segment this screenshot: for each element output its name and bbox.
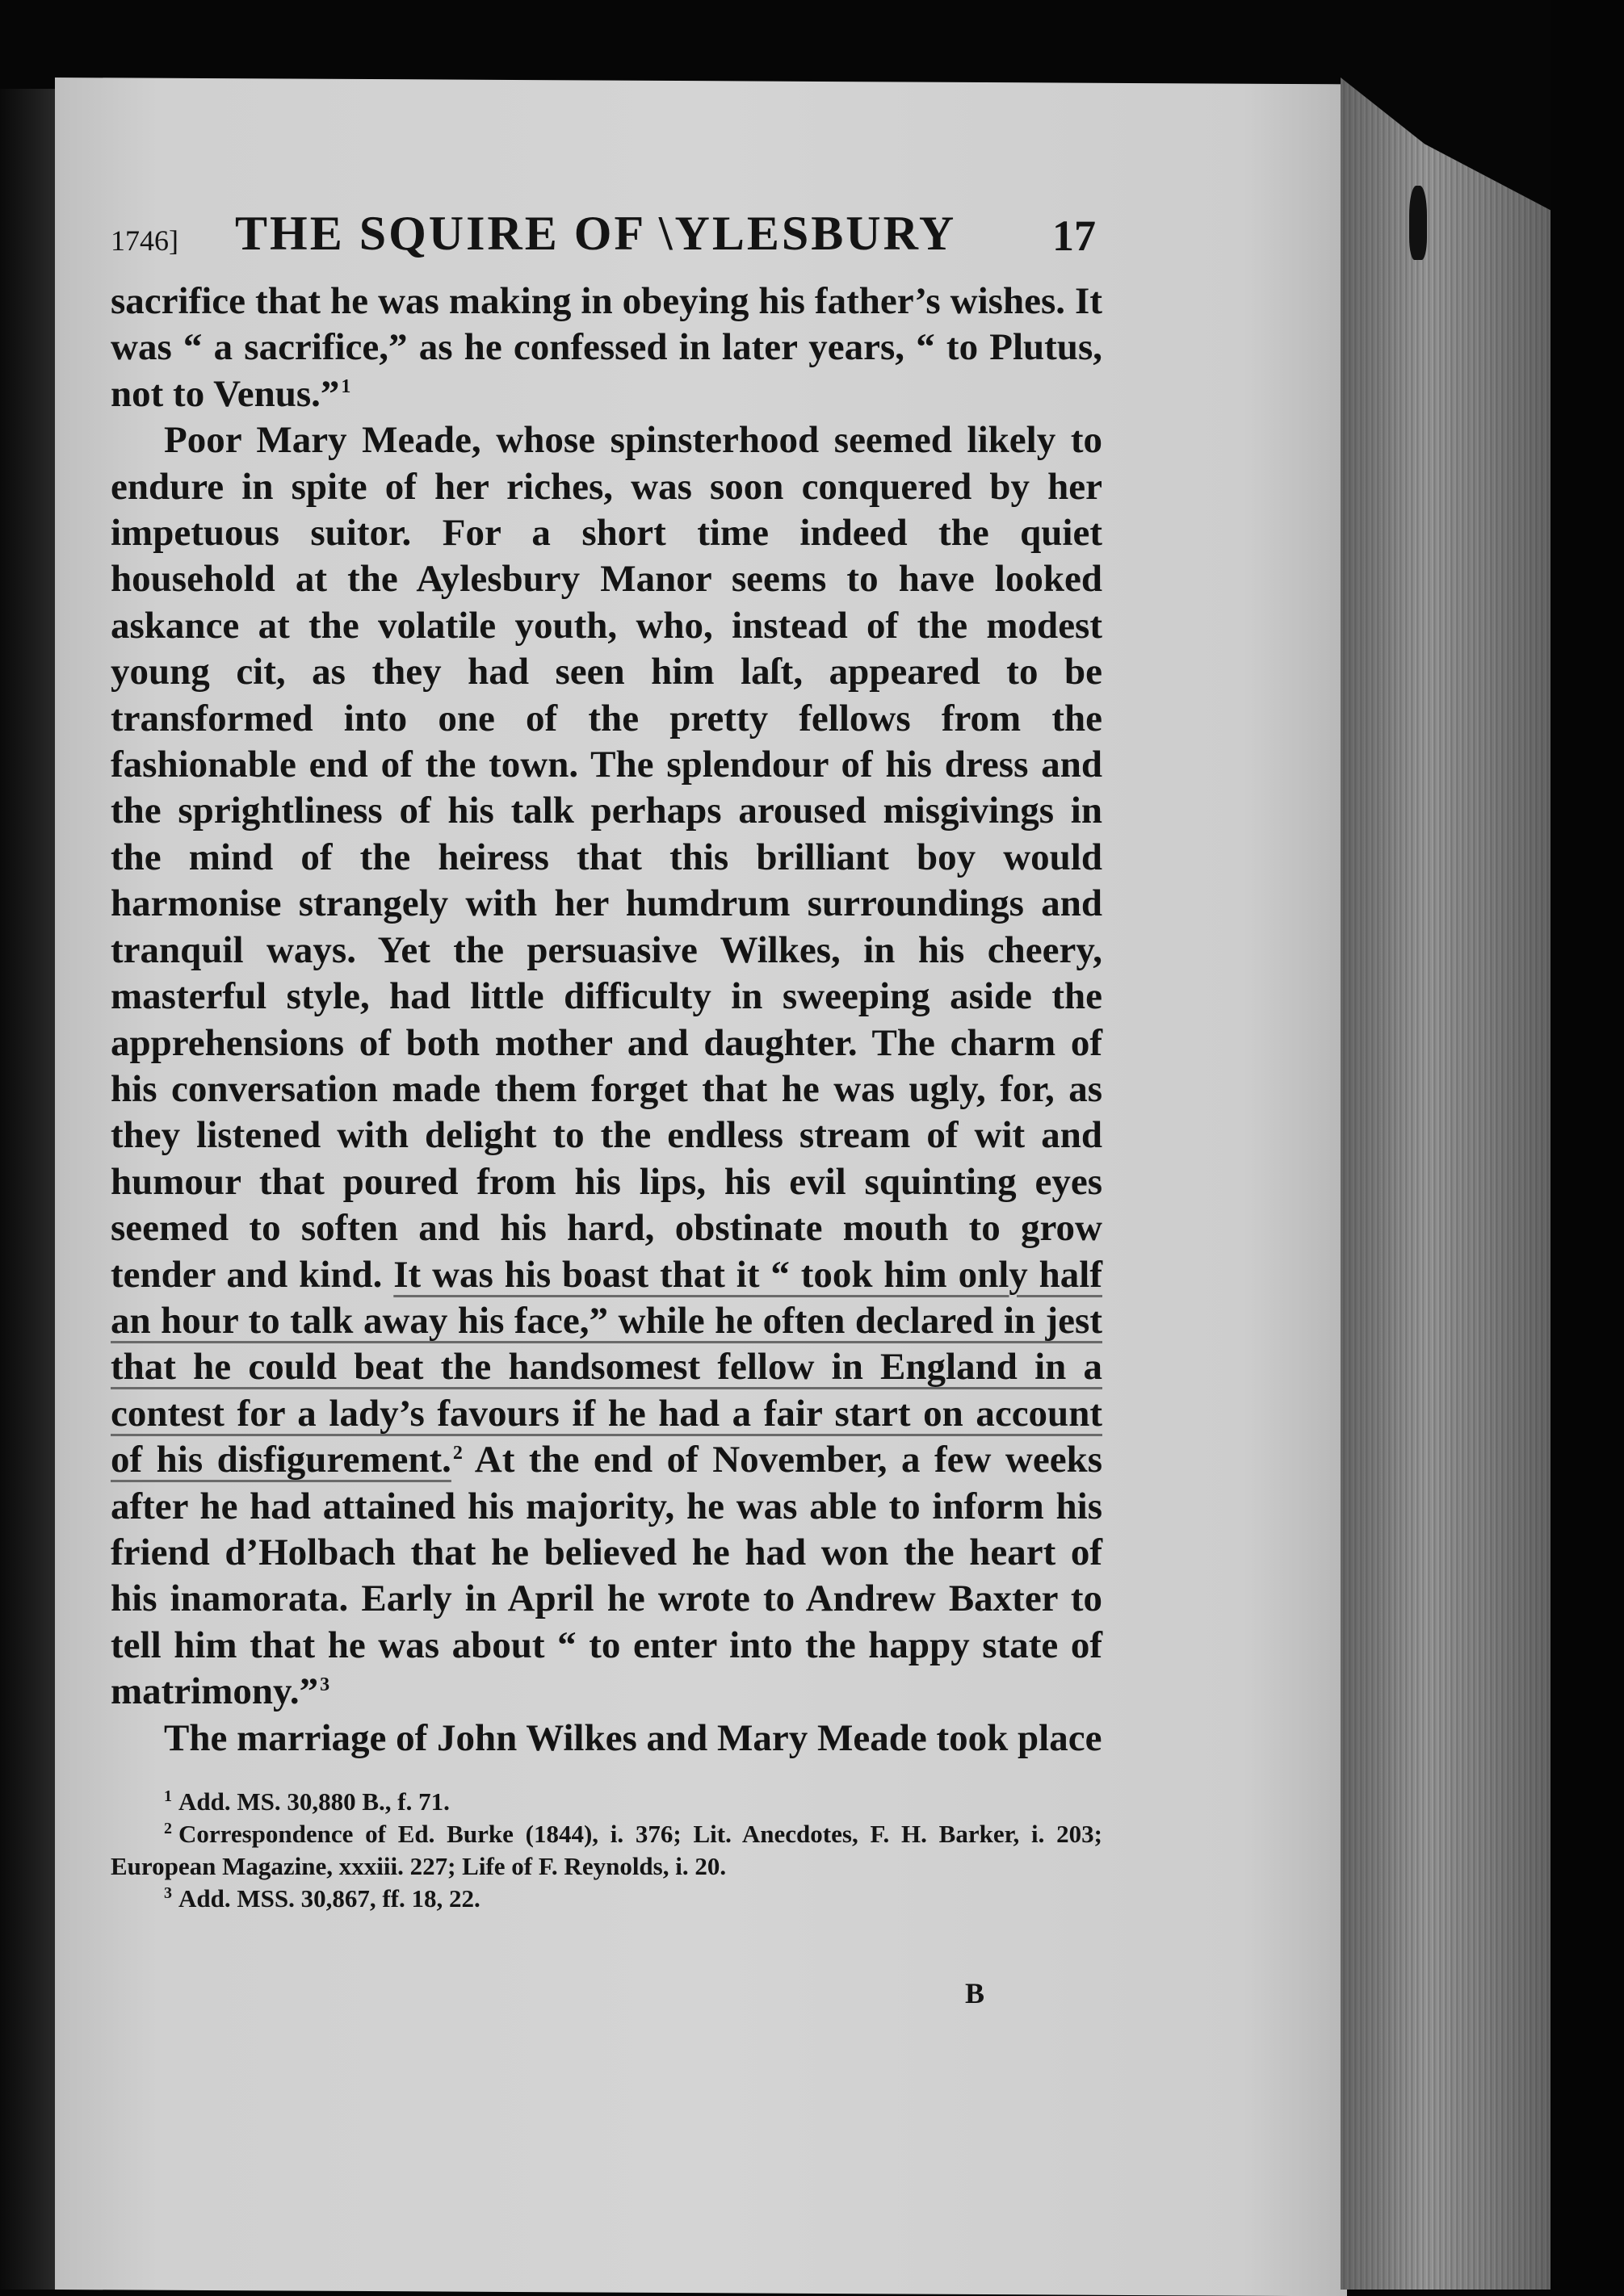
paragraph-text: The marriage of John Wilkes and Mary Meade took place xyxy=(164,1716,1102,1759)
footnote-reference: 1 xyxy=(341,376,351,398)
footnote-reference: 2 xyxy=(452,1442,463,1464)
underlined-passage: It was his boast that it “ took him only half an hour to talk away his face,” while he often declared in jest that he could beat the handsomest fellow in England in a contest for a lady’s favours if he had a fair start on account of his disfigurement. xyxy=(111,1253,1102,1481)
paragraph-text: At the end of November, a few weeks after he had attained his majority, he was able to inform his friend d’Holbach that he believed he had won the heart of his inamorata. Early in April he wrote to Andrew Baxter to tell him that he was about “ to enter into the happy state of matrimony.” xyxy=(111,1439,1102,1713)
page-edges-shadow xyxy=(1341,78,1551,2290)
page-tab-mark xyxy=(1409,186,1427,260)
footnote-text: Correspondence of Ed. Burke (1844), i. 376; Lit. Anecdotes, F. H. Barker, i. 203; European Magazine, xxxiii. 227; Life of F. Reynolds, i. 20. xyxy=(111,1820,1102,1880)
running-head xyxy=(111,206,1102,262)
footnote xyxy=(111,1818,1102,1883)
running-head-year: 1746] xyxy=(111,224,178,257)
running-head-title: THE SQUIRE OF \YLESBURY xyxy=(235,207,957,260)
footnotes xyxy=(111,1786,1102,1915)
scan-background-right xyxy=(1551,0,1624,2290)
paragraph xyxy=(111,1716,1102,1762)
page-number: 17 xyxy=(1052,212,1096,260)
footnote-text: Add. MS. 30,880 B., f. 71. xyxy=(178,1787,450,1816)
paragraph xyxy=(111,279,1102,417)
footnote xyxy=(111,1883,1102,1915)
footnote-mark: 1 xyxy=(164,1787,172,1805)
footnote-reference: 3 xyxy=(320,1674,330,1695)
footnote-text: Add. MSS. 30,867, ff. 18, 22. xyxy=(178,1884,480,1913)
footnote-mark: 3 xyxy=(164,1883,172,1902)
book-left-edge xyxy=(0,89,57,2290)
paragraph-text: Poor Mary Meade, whose spinsterhood seemed likely to endure in spite of her riches, was soon conquered by her impetuous suitor. For a short time indeed the quiet household at the Aylesbury Manor seems to have looked askance at the volatile youth, who, instead of the modest young cit, as they had seen him laſt, appeared to be transformed into one of the pretty fellows from the fashionable end of the town. The splendour of his dress and the sprightliness of his talk perhaps aroused misgivings in the mind of the heiress that this brilliant boy would harmonise strangely with her humdrum surroundings and tranquil ways. Yet the persuasive Wilkes, in his cheery, masterful style, had little difficulty in sweeping aside the apprehensions of both mother and daughter. The charm of his conversation made them forget that he was ugly, for, as they listened with delight to the endless stream of wit and humour that poured from his lips, his evil squinting eyes seemed to soften and his hard, obstinate mouth to grow tender and kind. xyxy=(111,419,1102,1296)
signature-mark: B xyxy=(965,1977,985,2009)
page-content xyxy=(111,206,1102,1915)
body-text xyxy=(111,279,1102,1762)
footnote xyxy=(111,1786,1102,1818)
footnote-mark: 2 xyxy=(164,1819,172,1837)
paragraph xyxy=(111,417,1102,1715)
paragraph-text: sacrifice that he was making in obeying his father’s wishes. It was “ a sacrifice,” as he confessed in later years, “ to Plutus, not to Venus.” xyxy=(111,280,1102,415)
